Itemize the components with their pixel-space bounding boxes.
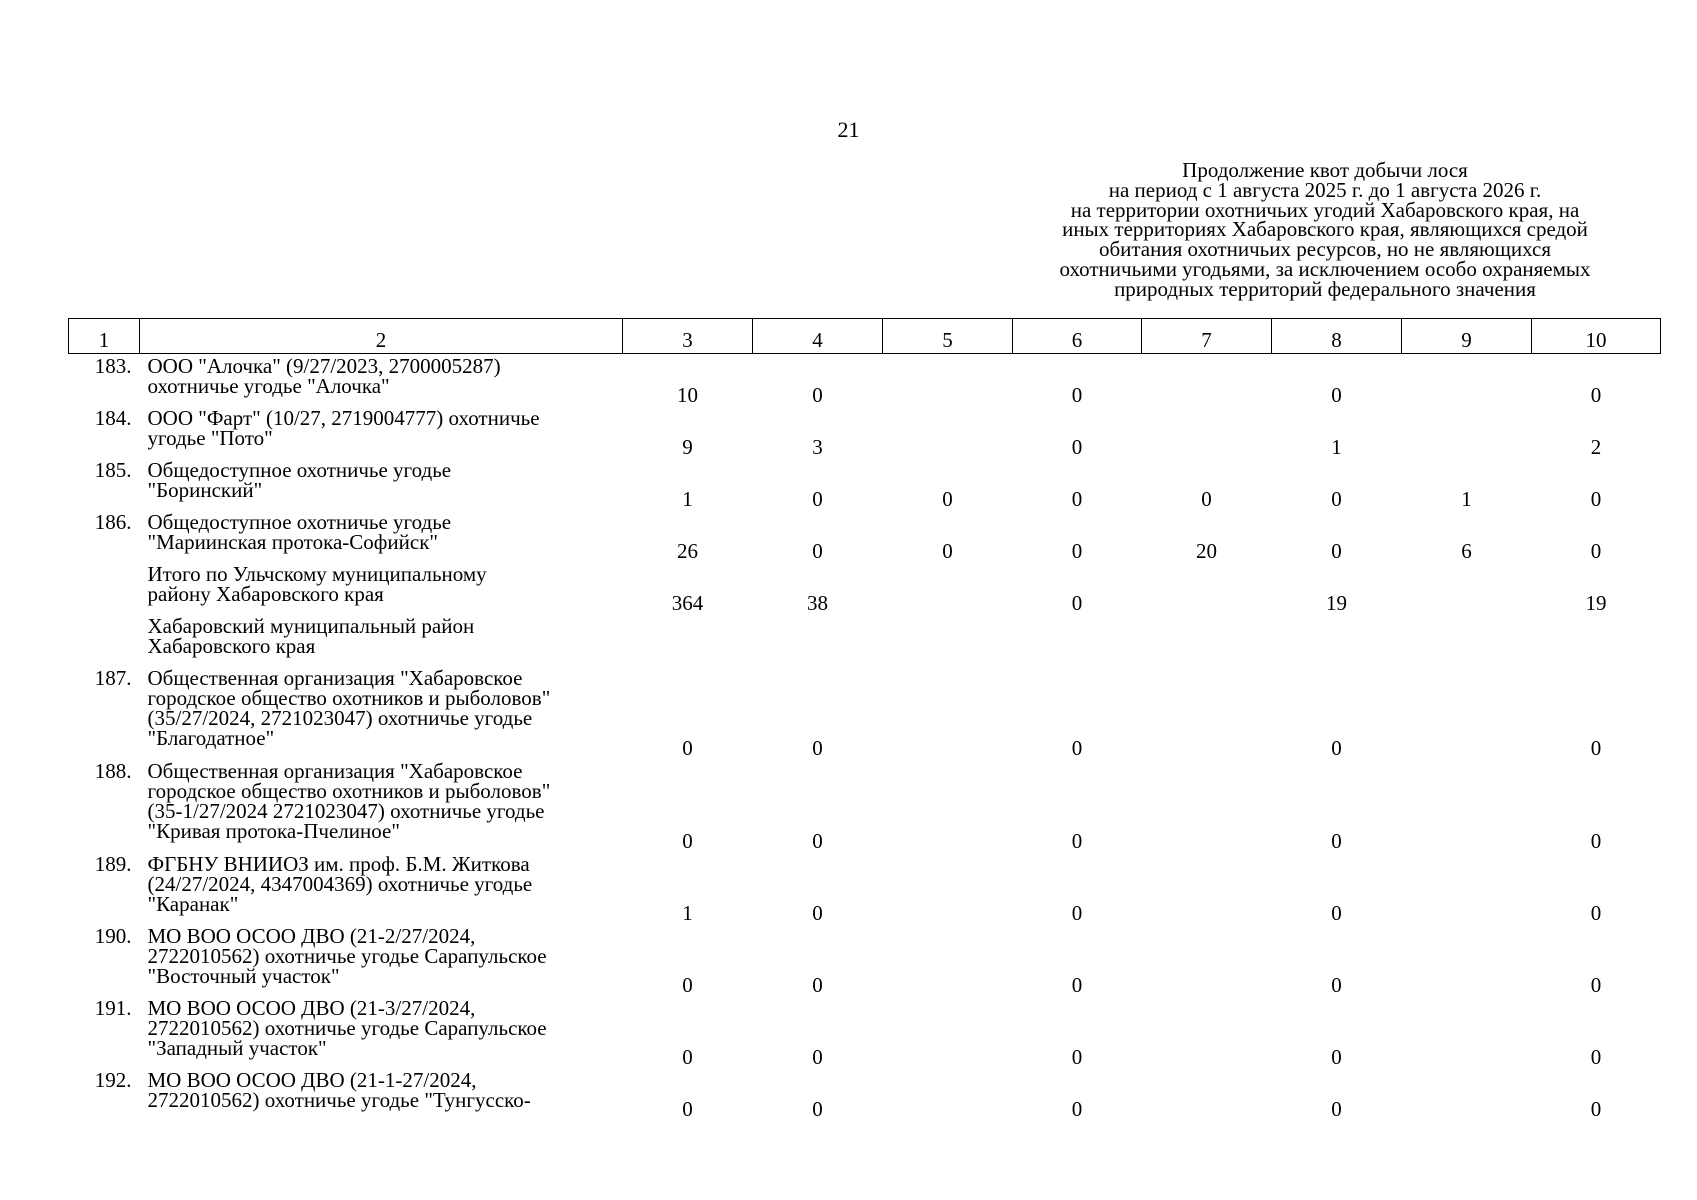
row-name-line: ООО "Фарт" (10/27, 2719004777) охотничье <box>147 405 540 430</box>
quota-value <box>1142 614 1272 666</box>
quota-value <box>1532 614 1661 666</box>
quota-value: 0 <box>942 538 953 563</box>
quota-value <box>883 354 1013 406</box>
quota-value <box>1402 666 1532 759</box>
quota-value: 0 <box>1331 538 1342 563</box>
table-row <box>69 406 1661 458</box>
quota-value: 0 <box>812 1096 823 1121</box>
quota-value: 19 <box>1326 590 1347 615</box>
quota-value: 19 <box>1585 590 1607 615</box>
quota-value: 26 <box>677 538 698 563</box>
column-header: 5 <box>883 319 1013 354</box>
table-row <box>69 614 1661 666</box>
quota-value: 0 <box>1331 1096 1342 1121</box>
row-name-line: "Западный участок" <box>147 1035 327 1060</box>
table-row <box>69 924 1661 996</box>
quota-value: 0 <box>812 382 823 407</box>
quota-value <box>1402 562 1532 614</box>
quota-value <box>883 562 1013 614</box>
row-number: 183. <box>94 354 132 378</box>
heading-line: Продолжение квот добычи лося <box>1182 158 1468 182</box>
quota-value: 0 <box>812 1044 823 1069</box>
quota-value: 0 <box>1331 972 1342 997</box>
row-name-line: 2722010562) охотничье угодье Сарапульское <box>147 1015 547 1040</box>
row-name-line: "Восточный участок" <box>147 963 340 988</box>
quota-value: 1 <box>1331 434 1342 459</box>
row-number: 191. <box>94 995 132 1020</box>
row-name <box>140 354 623 406</box>
row-number <box>69 562 140 614</box>
table-row <box>69 1068 1661 1120</box>
quota-value: 2 <box>1590 434 1602 459</box>
row-name <box>140 510 623 562</box>
heading-line: на период с 1 августа 2025 г. до 1 августа 2026 г. <box>1108 177 1542 202</box>
quota-value: 20 <box>1196 538 1217 563</box>
row-name-line: "Боринский" <box>147 477 263 502</box>
page-number: 21 <box>837 117 860 142</box>
quota-value: 0 <box>1071 735 1083 760</box>
row-name-line: "Каранак" <box>147 891 239 916</box>
heading-line: охотничьими угодьями, за исключением особо охраняемых <box>1059 256 1591 281</box>
row-name-line: (24/27/2024, 4347004369) охотничье угодье <box>147 871 533 896</box>
row-number: 185. <box>94 457 132 482</box>
quota-value: 0 <box>812 735 823 760</box>
row-name-line: району Хабаровского края <box>147 581 384 606</box>
row-name-line: охотничье угодье "Алочка" <box>147 374 390 398</box>
quota-value: 6 <box>1461 538 1472 563</box>
quota-value: 0 <box>682 972 693 997</box>
quota-value <box>883 759 1013 852</box>
row-name-line: угодье "Пото" <box>147 425 273 450</box>
row-number: 187. <box>94 665 132 690</box>
row-number <box>69 614 140 666</box>
row-name <box>140 996 623 1068</box>
quota-value <box>883 666 1013 759</box>
quota-value <box>1142 996 1272 1068</box>
table-row <box>69 354 1661 406</box>
quota-value: 0 <box>1071 900 1083 925</box>
quota-value <box>883 852 1013 924</box>
quota-value: 0 <box>1201 486 1212 511</box>
table-row <box>69 852 1661 924</box>
quota-value <box>883 924 1013 996</box>
quota-value <box>883 614 1013 666</box>
table-heading <box>1010 158 1640 301</box>
quota-value: 0 <box>812 972 823 997</box>
quota-value: 0 <box>812 538 823 563</box>
quota-value: 3 <box>812 434 823 459</box>
table-row <box>69 510 1661 562</box>
column-number-row <box>69 319 1661 354</box>
row-number: 184. <box>94 405 132 430</box>
quota-value: 0 <box>1331 1044 1342 1069</box>
column-header: 6 <box>1013 319 1142 354</box>
row-name-line: 2722010562) охотничье угодье Сарапульское <box>147 943 547 968</box>
row-name-line: "Благодатное" <box>147 725 275 750</box>
quota-value: 0 <box>1590 900 1602 925</box>
row-name-line: городское общество охотников и рыболовов" <box>147 778 551 803</box>
quota-value: 0 <box>1071 1044 1083 1069</box>
quota-value <box>883 996 1013 1068</box>
row-name-line: Общественная организация "Хабаровское <box>147 758 523 783</box>
column-header: 1 <box>69 319 140 354</box>
table-row <box>69 458 1661 510</box>
quota-value <box>1402 614 1532 666</box>
quota-value <box>1402 1068 1532 1120</box>
row-name-line: Итого по Ульчскому муниципальному <box>147 561 487 586</box>
row-name-line: ФГБНУ ВНИИОЗ им. проф. Б.М. Житкова <box>147 851 530 876</box>
quota-value: 10 <box>677 382 698 407</box>
quota-value: 1 <box>682 486 693 511</box>
row-name-line: Общедоступное охотничье угодье <box>147 509 452 534</box>
quota-value: 0 <box>1590 486 1602 511</box>
quota-value <box>1402 996 1532 1068</box>
row-name-line: (35/27/2024, 2721023047) охотничье угодье <box>147 705 533 730</box>
row-name <box>140 924 623 996</box>
row-name-line: 2722010562) охотничье угодье "Тунгусско- <box>147 1087 531 1112</box>
row-name <box>140 614 623 666</box>
row-number: 192. <box>94 1067 132 1092</box>
quota-value: 0 <box>682 735 693 760</box>
quota-value <box>1142 666 1272 759</box>
column-header: 2 <box>140 319 623 354</box>
row-name-line: Хабаровского края <box>147 633 316 658</box>
row-number: 188. <box>94 758 132 783</box>
column-header: 7 <box>1142 319 1272 354</box>
heading-line: природных территорий федерального значения <box>1114 276 1536 301</box>
quota-value: 0 <box>1071 382 1083 407</box>
quota-value <box>1402 354 1532 406</box>
row-name <box>140 759 623 852</box>
row-name-line: "Кривая протока-Пчелиное" <box>147 818 400 843</box>
quota-value: 0 <box>1590 735 1602 760</box>
row-name-line: (35-1/27/2024 2721023047) охотничье угодье <box>147 798 545 823</box>
quota-value: 0 <box>1071 1096 1083 1121</box>
quota-value <box>1402 406 1532 458</box>
quota-table <box>68 318 1661 1120</box>
quota-value <box>1402 759 1532 852</box>
quota-value: 0 <box>1071 828 1083 853</box>
quota-value: 0 <box>1590 382 1602 407</box>
quota-value: 9 <box>682 434 693 459</box>
quota-value <box>1013 614 1142 666</box>
quota-value: 1 <box>1461 486 1472 511</box>
quota-value <box>1402 852 1532 924</box>
row-number: 189. <box>94 851 132 876</box>
quota-value: 0 <box>682 828 693 853</box>
quota-value: 0 <box>1071 486 1083 511</box>
quota-value <box>883 1068 1013 1120</box>
table-row <box>69 562 1661 614</box>
quota-value <box>1142 354 1272 406</box>
table-body <box>69 354 1661 1120</box>
quota-value: 0 <box>1590 538 1602 563</box>
quota-value: 0 <box>1590 1096 1602 1121</box>
row-name-line: Общественная организация "Хабаровское <box>147 665 523 690</box>
row-name-line: Общедоступное охотничье угодье <box>147 457 452 482</box>
row-name <box>140 458 623 510</box>
quota-value: 38 <box>807 590 828 615</box>
column-header: 3 <box>623 319 753 354</box>
quota-value: 0 <box>682 1044 693 1069</box>
column-header: 4 <box>753 319 883 354</box>
quota-value: 0 <box>1331 828 1342 853</box>
quota-value <box>1142 924 1272 996</box>
column-header: 10 <box>1532 319 1661 354</box>
row-name <box>140 1068 623 1120</box>
row-number: 190. <box>94 923 132 948</box>
column-header: 9 <box>1402 319 1532 354</box>
quota-value <box>1142 562 1272 614</box>
quota-value <box>1142 759 1272 852</box>
table-row <box>69 759 1661 852</box>
quota-value <box>1272 614 1402 666</box>
quota-value: 0 <box>682 1096 693 1121</box>
quota-value: 0 <box>1071 434 1083 459</box>
quota-value: 0 <box>1590 972 1602 997</box>
quota-value: 0 <box>1331 900 1342 925</box>
quota-value: 1 <box>682 900 693 925</box>
quota-value: 0 <box>1071 538 1083 563</box>
quota-value: 0 <box>1331 486 1342 511</box>
row-name-line: МО ВОО ОСОО ДВО (21-1-27/2024, <box>147 1067 477 1092</box>
row-name <box>140 406 623 458</box>
quota-value: 0 <box>1071 590 1083 615</box>
row-name <box>140 852 623 924</box>
quota-value <box>753 614 883 666</box>
quota-value <box>623 614 753 666</box>
heading-line: иных территориях Хабаровского края, являющихся средой <box>1062 217 1588 242</box>
heading-line: обитания охотничьих ресурсов, но не являющихся <box>1098 237 1552 262</box>
row-name-line: городское общество охотников и рыболовов" <box>147 685 551 710</box>
quota-value: 0 <box>812 900 823 925</box>
column-header: 8 <box>1272 319 1402 354</box>
quota-value <box>1402 924 1532 996</box>
quota-value: 0 <box>1331 382 1342 407</box>
quota-value: 364 <box>671 590 704 615</box>
quota-value: 0 <box>812 486 823 511</box>
row-name <box>140 666 623 759</box>
quota-value <box>1142 406 1272 458</box>
row-name <box>140 562 623 614</box>
row-name-line: МО ВОО ОСОО ДВО (21-3/27/2024, <box>147 995 476 1020</box>
quota-value: 0 <box>812 828 823 853</box>
quota-value: 0 <box>1071 972 1083 997</box>
row-number: 186. <box>94 509 132 534</box>
quota-value: 0 <box>1590 1044 1602 1069</box>
row-name-line: ООО "Алочка" (9/27/2023, 2700005287) <box>147 354 501 378</box>
row-name-line: МО ВОО ОСОО ДВО (21-2/27/2024, <box>147 923 476 948</box>
row-name-line: Хабаровский муниципальный район <box>147 613 475 638</box>
table-row <box>69 996 1661 1068</box>
quota-value: 0 <box>1331 735 1342 760</box>
quota-value <box>1142 1068 1272 1120</box>
row-name-line: "Мариинская протока-Софийск" <box>147 529 438 554</box>
quota-value <box>1142 852 1272 924</box>
heading-line: на территории охотничьих угодий Хабаровского края, на <box>1070 197 1580 222</box>
quota-value: 0 <box>1590 828 1602 853</box>
table-row <box>69 666 1661 759</box>
quota-value: 0 <box>942 486 953 511</box>
quota-value <box>883 406 1013 458</box>
